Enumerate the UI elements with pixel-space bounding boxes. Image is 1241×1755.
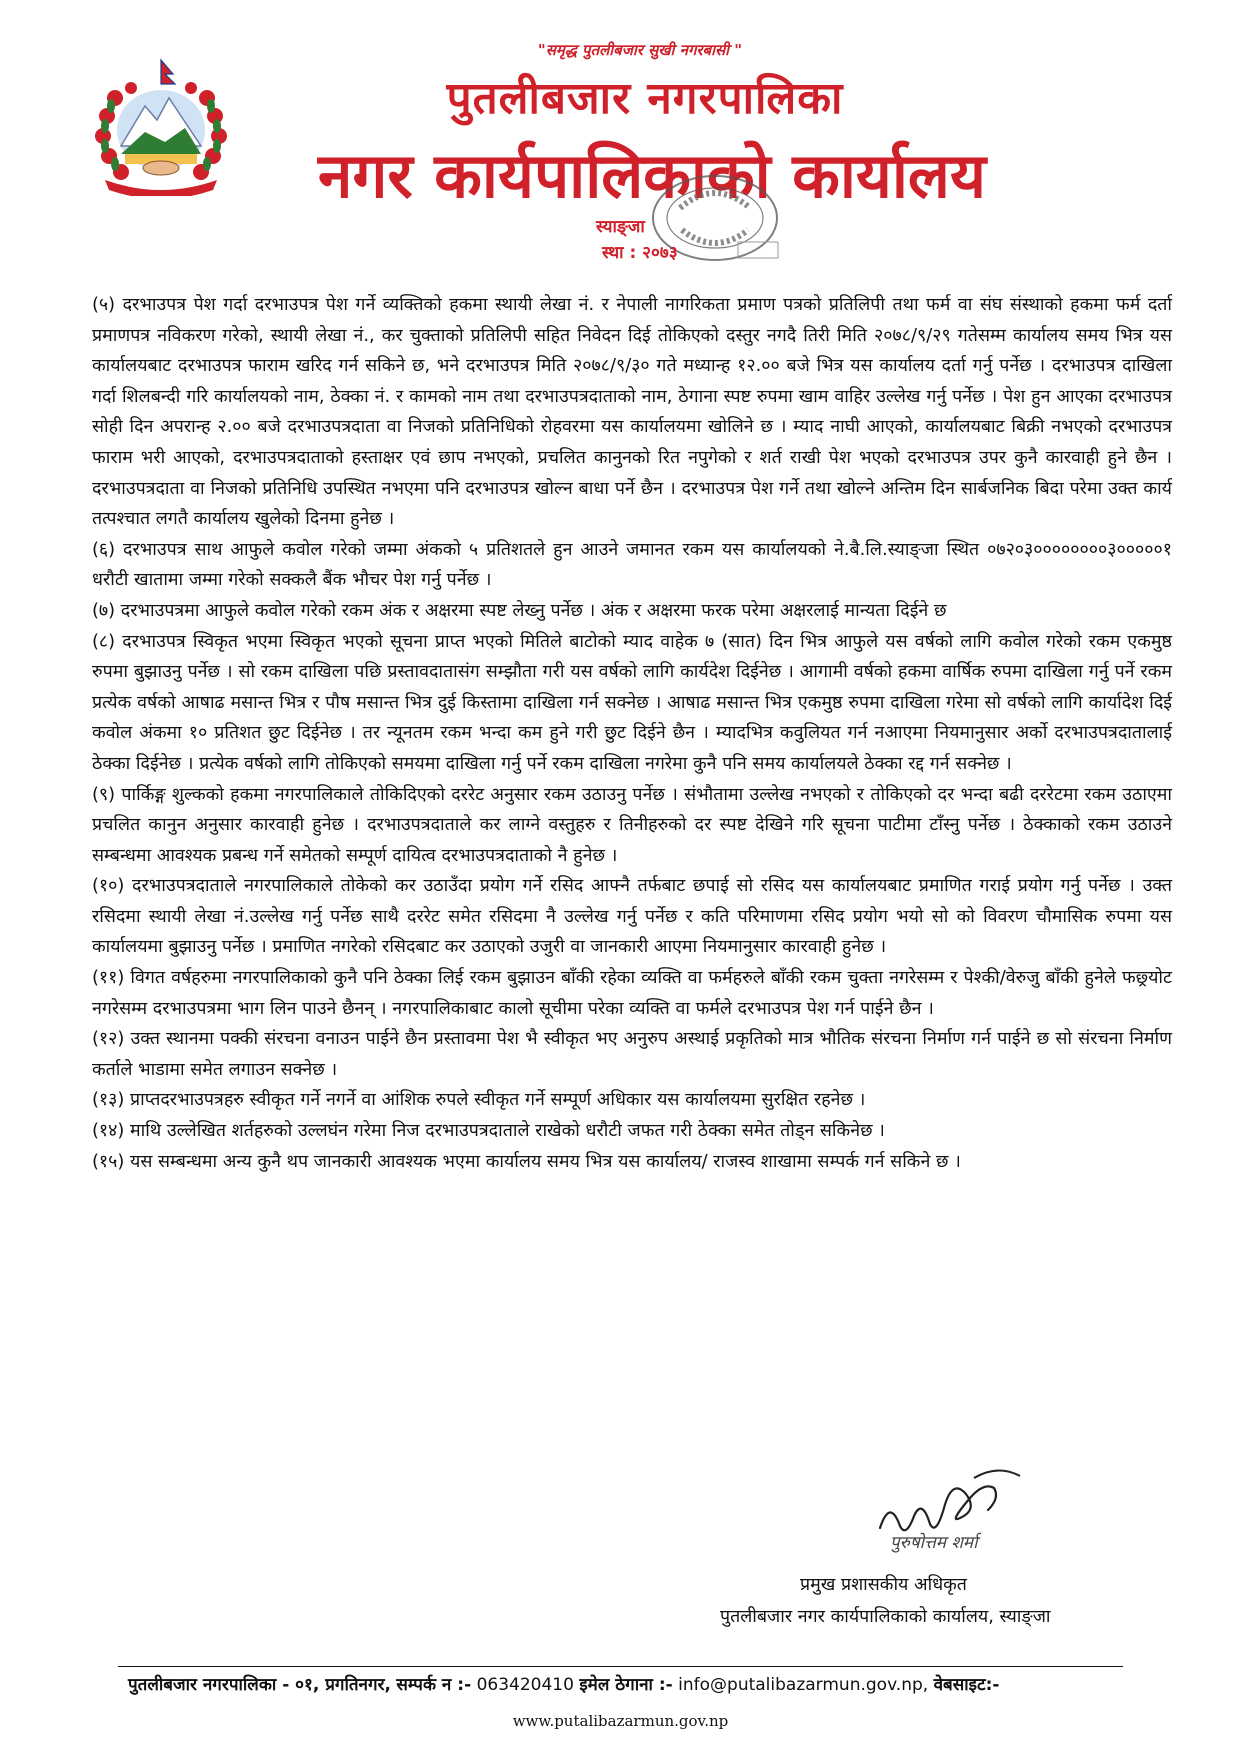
footer-website[interactable]: www.putalibazarmun.gov.np bbox=[512, 1712, 729, 1730]
clause-6: (६) दरभाउपत्र साथ आफुले कवोल गरेको जम्मा अंकको ५ प्रतिशतले हुन आउने जमानत रकम यस कार्यालयको ने.बै.लि.स्याङ्जा स्थित ०७२०३००००००००३०००००१ धरौटी खातामा जम्मा गरेको सक्कलै बैंक भौचर पेश गर्नु पर्नेछ । bbox=[92, 538, 1172, 591]
established-year: स्था : २०७३ bbox=[602, 243, 678, 263]
footer-phone-label: सम्पर्क न :- bbox=[396, 1675, 472, 1695]
footer-website-label: वेबसाइट:- bbox=[933, 1675, 1000, 1695]
municipality-name: पुतलीबजार नगरपालिका bbox=[446, 73, 844, 124]
clause-8: (८) दरभाउपत्र स्विकृत भएमा स्विकृत भएको सूचना प्राप्त भएको मितिले बाटोको म्याद वाहेक ७ (सात) दिन भित्र आफुले यस वर्षको लागि कवोल गरेको रकम एकमुष्ठ रुपमा बुझाउनु पर्नेछ । सो रकम दाखिला पछि प्रस्तावदातासंग सम्झौता गरी यस वर्षको लागि कार्यदेश दिईनेछ । आगामी वर्षको हकमा वार्षिक रुपमा दाखिला गर्नु पर्ने रकम प्रत्येक वर्षको आषाढ मसान्त भित्र र पौष मसान्त भित्र दुई किस्तामा दाखिला गर्न सक्नेछ । आषाढ मसान्त भित्र एकमुष्ठ रुपमा दाखिला गरेमा सो वर्षको लागि कार्यादेश दिई कवोल अंकमा १० प्रतिशत छुट दिईनेछ । तर न्यूनतम रकम भन्दा कम हुने गरी छुट दिईने छैन । म्यादभित्र कवुलियत गर्न नआएमा नियमानुसार अर्को दरभाउपत्रदातालाई ठेक्का दिईनेछ । प्रत्येक वर्षको लागि तोकिएको समयमा दाखिला गर्नु पर्ने रकम दाखिला नगरेमा कुनै पनि समय कार्यालयले ठेक्का रद्द गर्न सक्नेछ । bbox=[92, 630, 1172, 774]
slogan: "समृद्ध पुतलीबजार सुखी नगरबासी " bbox=[537, 41, 743, 59]
footer-address: पुतलीबजार नगरपालिका - ०१, प्रगतिनगर, bbox=[128, 1675, 391, 1695]
clause-10: (१०) दरभाउपत्रदाताले नगरपालिकाले तोकेको कर उठाउँदा प्रयोग गर्ने रसिद आफ्नै तर्फबाट छपाई सो रसिद यस कार्यालयबाट प्रमाणित गराई प्रयोग गर्नु पर्नेछ । उक्त रसिदमा स्थायी लेखा नं.उल्लेख गर्नु पर्नेछ साथै दररेट समेत रसिदमा नै उल्लेख गर्नु पर्नेछ र कति परिमाणमा रसिद प्रयोग भयो सो को विवरण चौमासिक रुपमा यस कार्यालयमा बुझाउनु पर्नेछ । प्रमाणित नगरेको रसिदबाट कर उठाएको उजुरी वा जानकारी आएमा नियमानुसार कारवाही हुनेछ । bbox=[92, 875, 1172, 958]
nepal-emblem-icon bbox=[95, 58, 227, 196]
signer-office: पुतलीबजार नगर कार्यपालिकाको कार्यालय, स्याङ्जा bbox=[720, 1606, 1051, 1627]
clause-15: (१५) यस सम्बन्धमा अन्य कुनै थप जानकारी आवश्यक भएमा कार्यालय समय भित्र यस कार्यालय/ राजस्व शाखामा सम्पर्क गर्न सकिने छ । bbox=[92, 1150, 961, 1172]
clause-14: (१४) माथि उल्लेखित शर्तहरुको उल्लघंन गरेमा निज दरभाउपत्रदाताले राखेको धरौटी जफत गरी ठेक्का समेत तोड्न सकिनेछ । bbox=[92, 1120, 885, 1142]
footer-divider bbox=[118, 1666, 1123, 1667]
clause-13: (१३) प्राप्तदरभाउपत्रहरु स्वीकृत गर्ने नगर्ने वा आंशिक रुपले स्वीकृत गर्ने सम्पूर्ण अधिकार यस कार्यालयमा सुरक्षित रहनेछ । bbox=[92, 1089, 866, 1111]
clause-9: (९) पार्किङ्ग शुल्कको हकमा नगरपालिकाले तोकिदिएको दररेट अनुसार रकम उठाउनु पर्नेछ । संभौतामा उल्लेख नभएको र तोकिएको दर भन्दा बढी दररेटमा रकम उठाएमा प्रचलित कानुन अनुसार कारवाही हुनेछ । दरभाउपत्रदाताले कर लाग्ने वस्तुहरु र तिनीहरुको दर स्पष्ट देखिने गरि सूचना पाटीमा टाँस्नु पर्नेछ । ठेक्काको रकम उठाउने सम्बन्धमा आवश्यक प्रबन्ध गर्ने समेतको सम्पूर्ण दायित्व दरभाउपत्रदाताको नै हुनेछ । bbox=[92, 783, 1172, 866]
office-name: नगर कार्यपालिकाको कार्यालय bbox=[318, 139, 986, 212]
clause-5: (५) दरभाउपत्र पेश गर्दा दरभाउपत्र पेश गर्ने व्यक्तिको हकमा स्थायी लेखा नं. र नेपाली नागरिकता प्रमाण पत्रको प्रतिलिपी तथा फर्म वा संघ संस्थाको हकमा फर्म दर्ता प्रमाणपत्र नविकरण गरेको, स्थायी लेखा नं., कर चुक्ताको प्रतिलिपी सहित निवेदन दिई तोकिएको दस्तुर नगदै तिरी मिति २०७८/९/२९ गतेसम्म कार्यालय समय भित्र यस कार्यालयबाट दरभाउपत्र फाराम खरिद गर्न सकिने छ, भने दरभाउपत्र मिति २०७८/९/३० गते मध्यान्ह १२.०० बजे भित्र यस कार्यालय दर्ता गर्नु पर्नेछ । दरभाउपत्र दाखिला गर्दा शिलबन्दी गरि कार्यालयको नाम, ठेक्का नं. र कामको नाम तथा दरभाउपत्रदाताको नाम, ठेगाना स्पष्ट रुपमा खाम वाहिर उल्लेख गर्नु पर्नेछ । पेश हुन आएका दरभाउपत्र सोही दिन अपरान्ह २.०० बजे दरभाउपत्रदाता वा निजको प्रतिनिधिको रोहवरमा यस कार्यालयमा खोलिने छ । म्याद नाघी आएको, कार्यालयबाट बिक्री नभएको दरभाउपत्र फाराम भरी आएको, दरभाउपत्रदाताको हस्ताक्षर एवं छाप नभएको, प्रचलित कानुनको रित नपुगेको र शर्त राखी पेश भएको दरभाउपत्र उपर कुनै कारवाही हुने छैन । दरभाउपत्रदाता वा निजको प्रतिनिधि उपस्थित नभएमा पनि दरभाउपत्र खोल्न बाधा पर्ने छैन । दरभाउपत्र पेश गर्ने तथा खोल्ने अन्तिम दिन सार्बजनिक बिदा परेमा उक्त कार्य तत्पश्चात लगतै कार्यालय खुलेको दिनमा हुनेछ । bbox=[92, 294, 1172, 530]
signer-name: पुरुषोत्तम शर्मा bbox=[890, 1533, 978, 1553]
district-label: स्याङ्जा bbox=[596, 217, 645, 237]
clause-11: (११) विगत वर्षहरुमा नगरपालिकाको कुनै पनि ठेक्का लिई रकम बुझाउन बाँकी रहेका व्यक्ति वा फर्महरुले बाँकी रकम चुक्ता नगरेसम्म र पेश्की/वेरुजु बाँकी हुनेले फछ्र्योट नगरेसम्म दरभाउपत्रमा भाग लिन पाउने छैनन् । नगरपालिकाबाट कालो सूचीमा परेका व्यक्ति वा फर्मले दरभाउपत्र पेश गर्न पाईने छैन । bbox=[92, 967, 1172, 1019]
clause-12: (१२) उक्त स्थानमा पक्की संरचना वनाउन पाईने छैन प्रस्तावमा पेश भै स्वीकृत भए अनुरुप अस्थाई प्रकृतिको मात्र भौतिक संरचना निर्माण गर्न पाईने छ सो संरचना निर्माण कर्ताले भाडामा समेत लगाउन सक्नेछ । bbox=[92, 1028, 1172, 1080]
footer-email-label: इमेल ठेगाना :- bbox=[579, 1675, 673, 1695]
signer-title: प्रमुख प्रशासकीय अधिकृत bbox=[800, 1574, 967, 1595]
notice-clauses bbox=[92, 290, 1172, 1177]
footer-phone: 063420410 bbox=[476, 1675, 574, 1695]
footer-email[interactable]: info@putalibazarmun.gov.np, bbox=[678, 1675, 929, 1695]
footer-contact bbox=[128, 1672, 1128, 1695]
clause-7: (७) दरभाउपत्रमा आफुले कवोल गरेको रकम अंक र अक्षरमा स्पष्ट लेख्नु पर्नेछ । अंक र अक्षरमा फरक परेमा अक्षरलाई मान्यता दिईने छ bbox=[92, 599, 947, 621]
